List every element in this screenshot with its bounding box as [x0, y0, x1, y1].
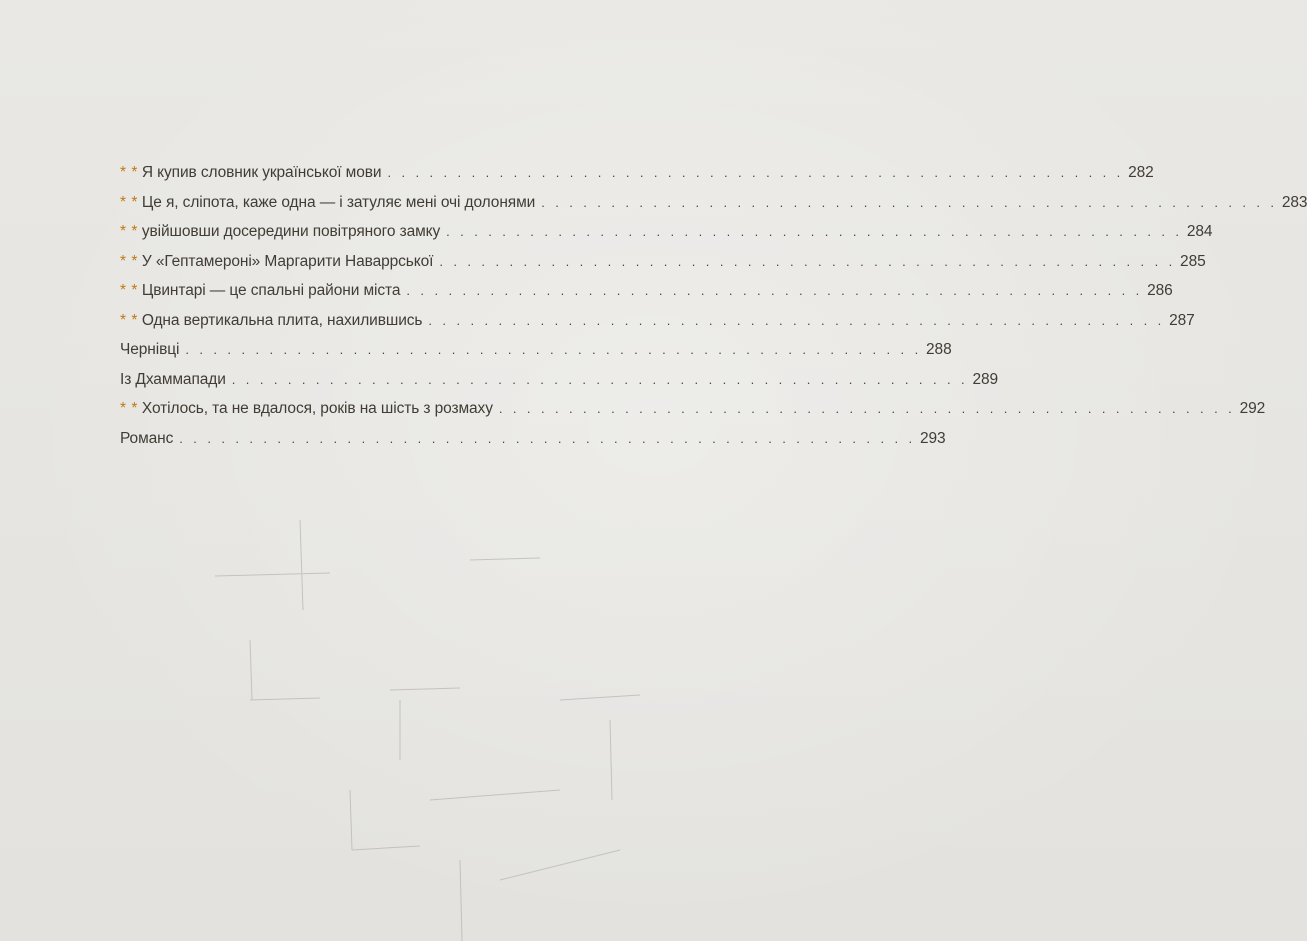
- dot-leader: . . . . . . . . . . . . . . . . . . . . . . . . . . . . . . . . . . . . . . . . . . . . . . . . . . . . .: [406, 283, 1143, 298]
- asterisk-marker: * *: [120, 400, 138, 417]
- dot-leader: . . . . . . . . . . . . . . . . . . . . . . . . . . . . . . . . . . . . . . . . . . . . . . . . . . . . .: [541, 194, 1278, 210]
- toc-entry-title: Чернівці: [120, 341, 180, 358]
- toc-entry-title: У «Гептамероні» Маргарити Наваррської: [141, 252, 434, 270]
- dot-leader: . . . . . . . . . . . . . . . . . . . . . . . . . . . . . . . . . . . . . . . . . . . . . . . . . . . . .: [179, 430, 916, 446]
- dot-leader: . . . . . . . . . . . . . . . . . . . . . . . . . . . . . . . . . . . . . . . . . . . . . . . . . . . . .: [439, 253, 1176, 269]
- toc-entry[interactable]: [120, 429, 946, 460]
- asterisk-marker: * *: [120, 311, 138, 329]
- dot-leader: . . . . . . . . . . . . . . . . . . . . . . . . . . . . . . . . . . . . . . . . . . . . . . . . . . . . .: [428, 312, 1165, 328]
- asterisk-marker: * *: [120, 164, 138, 181]
- toc-entry[interactable]: [120, 193, 1307, 224]
- asterisk-marker: * *: [120, 223, 138, 240]
- toc-page-number: 282: [1128, 164, 1154, 181]
- toc-entry-title: Романс: [120, 429, 174, 447]
- toc-page-number: 292: [1239, 400, 1266, 417]
- toc-page-number: 285: [1180, 252, 1206, 270]
- toc-entry-title: Цвинтарі — це спальні райони міста: [141, 282, 401, 299]
- toc-entry[interactable]: [120, 164, 1154, 194]
- toc-entry-title: Я купив словник української мови: [141, 164, 382, 181]
- toc-page-number: 286: [1147, 282, 1173, 299]
- toc-page-number: 287: [1169, 311, 1195, 329]
- dot-leader: . . . . . . . . . . . . . . . . . . . . . . . . . . . . . . . . . . . . . . . . . . . . . . . . . . . . .: [498, 401, 1236, 416]
- toc-entry-title: Одна вертикальна плита, нахилившись: [141, 311, 423, 329]
- toc-entry[interactable]: [120, 282, 1173, 312]
- toc-entry[interactable]: [120, 370, 999, 401]
- toc-entry[interactable]: [120, 252, 1206, 283]
- toc-entry-title: Хотілось, та не вдалося, років на шість з розмаху: [141, 400, 493, 417]
- toc-page-number: 283: [1281, 193, 1307, 211]
- toc-entry[interactable]: [120, 400, 1266, 430]
- toc-entry-title: увійшовши досередини повітряного замку: [141, 223, 441, 240]
- toc-page-number: 289: [972, 370, 999, 388]
- toc-page-number: 284: [1186, 223, 1213, 240]
- asterisk-marker: * *: [120, 282, 138, 299]
- toc-entry-title: Це я, сліпота, каже одна — і затуляє мені очі долонями: [141, 193, 536, 211]
- toc-entry[interactable]: [120, 311, 1195, 342]
- dot-leader: . . . . . . . . . . . . . . . . . . . . . . . . . . . . . . . . . . . . . . . . . . . . . . . . . . . . .: [387, 165, 1124, 180]
- toc-entry[interactable]: [120, 341, 952, 371]
- table-of-contents: [120, 164, 1307, 459]
- dot-leader: . . . . . . . . . . . . . . . . . . . . . . . . . . . . . . . . . . . . . . . . . . . . . . . . . . . . .: [446, 224, 1183, 239]
- asterisk-marker: * *: [120, 252, 138, 270]
- toc-page-number: 293: [919, 429, 946, 447]
- toc-entry-title: Із Дхаммапади: [120, 370, 226, 388]
- asterisk-marker: * *: [120, 193, 138, 211]
- toc-page-number: 288: [926, 341, 952, 358]
- toc-entry[interactable]: [120, 223, 1213, 253]
- dot-leader: . . . . . . . . . . . . . . . . . . . . . . . . . . . . . . . . . . . . . . . . . . . . . . . . . . . . .: [231, 371, 969, 387]
- dot-leader: . . . . . . . . . . . . . . . . . . . . . . . . . . . . . . . . . . . . . . . . . . . . . . . . . . . . .: [185, 342, 922, 357]
